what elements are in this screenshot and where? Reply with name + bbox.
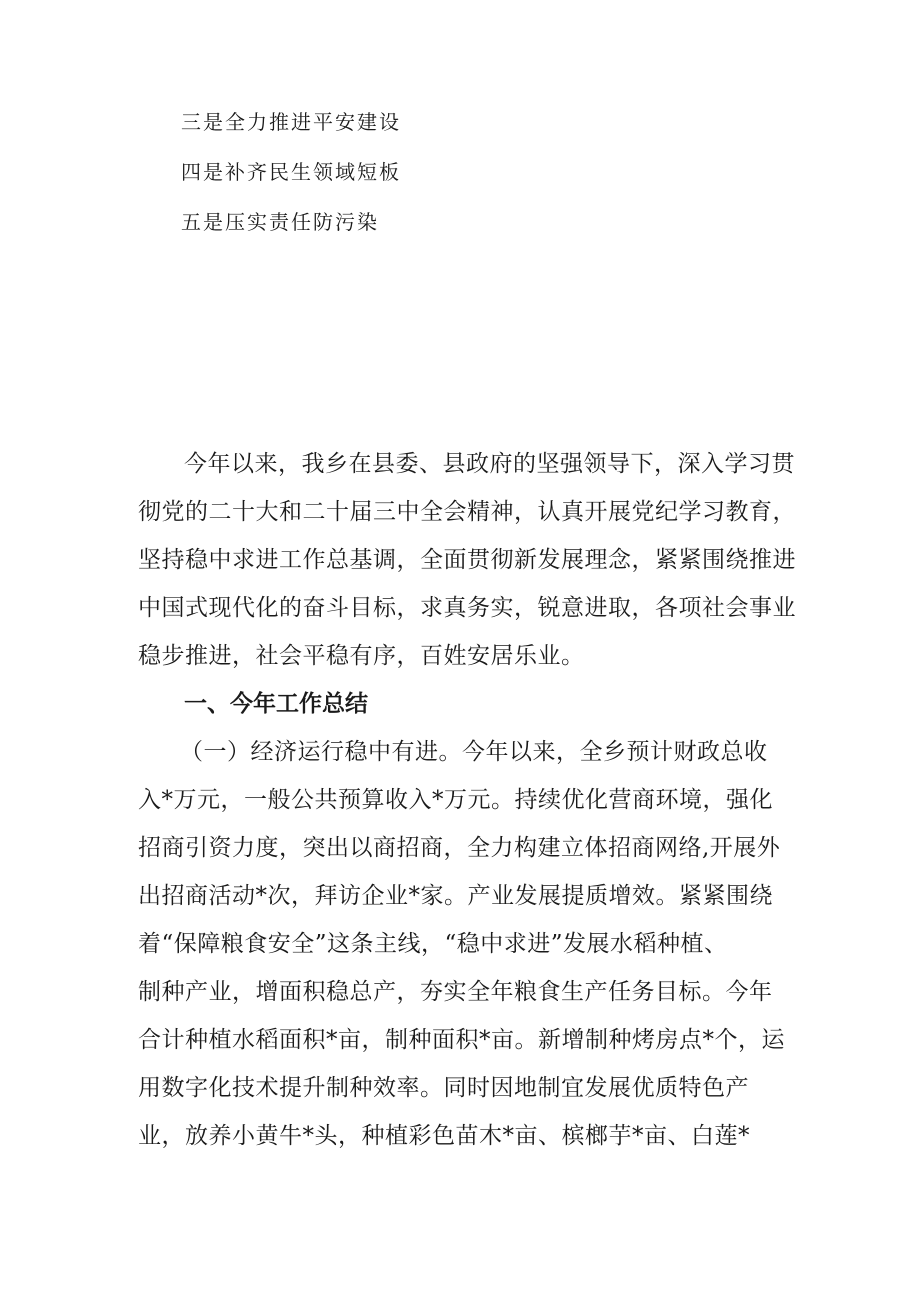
- intro-line: 中国式现代化的奋斗目标，求真务实，锐意进取，各项社会事业: [138, 595, 796, 621]
- section-line: （一）经济运行稳中有进。今年以来，全乡预计财政总收: [180, 739, 768, 765]
- section-line: 入*万元，一般公共预算收入*万元。持续优化营商环境，强化: [138, 787, 773, 813]
- section-line: 招商引资力度，突出以商招商，全力构建立体招商网络,开展外: [138, 835, 781, 861]
- section-line: 出招商活动*次，拜访企业*家。产业发展提质增效。紧紧围绕: [138, 883, 773, 909]
- section-line: 合计种植水稻面积*亩，制种面积*亩。新增制种烤房点*个，运: [138, 1027, 785, 1053]
- section-line: 着“保障粮食安全”这条主线，“稳中求进”发展水稻种植、: [138, 931, 728, 957]
- intro-line: 坚持稳中求进工作总基调，全面贯彻新发展理念，紧紧围绕推进: [138, 547, 796, 573]
- intro-line: 稳步推进，社会平稳有序，百姓安居乐业。: [138, 643, 585, 669]
- outline-item-5: 五是压实责任防污染: [181, 210, 379, 234]
- intro-line: 今年以来，我乡在县委、县政府的坚强领导下，深入学习贯: [184, 451, 795, 477]
- section-line: 业，放养小黄牛*头，种植彩色苗木*亩、槟榔芋*亩、白莲*: [138, 1123, 750, 1149]
- section-line: 制种产业，增面积稳总产，夯实全年粮食生产任务目标。今年: [138, 979, 773, 1005]
- intro-line: 彻党的二十大和二十届三中全会精神，认真开展党纪学习教育，: [138, 499, 796, 525]
- section-heading: 一、今年工作总结: [184, 691, 368, 717]
- section-line: 用数字化技术提升制种效率。同时因地制宜发展优质特色产: [138, 1075, 749, 1101]
- outline-item-4: 四是补齐民生领域短板: [181, 160, 401, 184]
- outline-item-3: 三是全力推进平安建设: [181, 110, 401, 134]
